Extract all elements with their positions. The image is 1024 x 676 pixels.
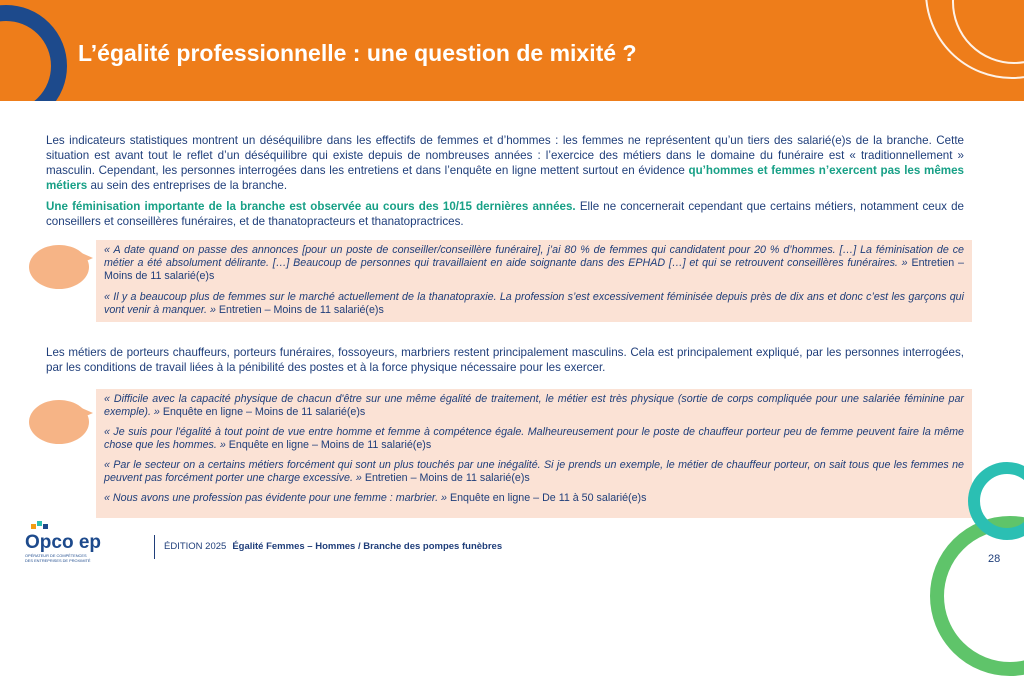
page-title: L’égalité professionnelle : une question de mixité ? bbox=[78, 40, 637, 66]
quote-item: « Nous avons une profession pas évidente pour une femme : marbrier. » Enquête en ligne – De 11 à 50 salarié(e)s bbox=[104, 492, 647, 504]
middle-paragraph: Les métiers de porteurs chauffeurs, porteurs funéraires, fossoyeurs, marbriers restent principalement masculins. Cela est principalement expliqué, par les personnes interrogées, par les conditions de travail liées à la pénibilité des postes et à la force physique nécessaire pour les exercer. bbox=[46, 346, 964, 374]
page-number: 28 bbox=[988, 553, 1001, 565]
quote-item: « Par le secteur on a certains métiers forcément qui sont un plus touchés par une inégalité. Si je prends un exemple, le métier de chauffeur porteur, on sait tous que les femmes ne peuvent pas forcément porter une charge excessive. » Entretien – Moins de 11 salarié(e)s bbox=[104, 459, 964, 484]
intro-paragraph-2: Une féminisation importante de la branche est observée au cours des 10/15 dernières années. Elle ne concernerait cependant que certains métiers, notamment ceux de conseillers et conseillères funéraires, et de thanatopracteurs et thanatopractrices. bbox=[46, 200, 964, 228]
intro-paragraph-1: Les indicateurs statistiques montrent un déséquilibre dans les effectifs de femmes et d’hommes : les femmes ne représentent qu’un tiers des salarié(e)s de la branche. Cette situation est avant tout le reflet d’un déséquilibre qui existe depuis de nombreuses années : l’exercice des métiers dans le domaine du funéraire est « traditionnellement » masculin. Cependant, les personnes interrogées dans les entretiens et dans l’enquête en ligne mettent surtout en évidence qu’hommes et femmes n’exercent pas les mêmes métiers au sein des entreprises de la branche. bbox=[46, 134, 964, 192]
highlight-text: Une féminisation importante de la branche est observée au cours des 10/15 dernières années. bbox=[46, 200, 576, 213]
logo-dot-icon bbox=[37, 521, 42, 526]
quote-item: « A date quand on passe des annonces [pour un poste de conseiller/conseillère funéraire], j’ai 80 % de femmes qui candidatent pour 20 % d’hommes. […] La féminisation de ce métier a été absolument délirante. […] Beaucoup de personnes qui travaillaient en aide soignante dans des EPHAD […] et qui se retrouvent conseillères funéraires. » Entretien – Moins de 11 salarié(e)s bbox=[104, 244, 964, 282]
logo-dot-icon bbox=[43, 524, 48, 529]
logo-wordmark: Opco ep bbox=[25, 532, 102, 553]
speech-bubble-icon bbox=[29, 245, 89, 289]
decorative-circle-green bbox=[930, 516, 1024, 676]
opco-ep-logo bbox=[25, 524, 145, 570]
footer-report-title: Égalité Femmes – Hommes / Branche des pompes funèbres bbox=[232, 541, 503, 552]
quote-box-1 bbox=[96, 240, 972, 322]
quote-item: « Il y a beaucoup plus de femmes sur le marché actuellement de la thanatopraxie. La profession s’est excessivement féminisée depuis près de dix ans et donc c’est les garçons qui vont venir à manquer. » Entretien – Moins de 11 salarié(e)s bbox=[104, 291, 964, 316]
quote-item: « Difficile avec la capacité physique de chacun d'être sur une même égalité de traitement, le métier est très physique (sortie de corps compliquée pour une salariée féminine par exemple). » Enquête en ligne – Moins de 11 salarié(e)s bbox=[104, 393, 964, 418]
quote-item: « Je suis pour l'égalité à tout point de vue entre homme et femme à compétence égale. Malheureusement pour le poste de chauffeur porteur peu de femme peuvent faire la même chose que les hommes. » Enquête en ligne – Moins de 11 salarié(e)s bbox=[104, 426, 964, 451]
quote-box-2 bbox=[96, 389, 972, 518]
footer-edition: ÉDITION 2025 Égalité Femmes – Hommes / Branche des pompes funèbres bbox=[164, 541, 503, 552]
logo-tagline: OPÉRATEUR DE COMPÉTENCES DES ENTREPRISES DE PROXIMITÉ bbox=[25, 553, 91, 563]
logo-dot-icon bbox=[31, 524, 36, 529]
header-band bbox=[0, 0, 1024, 101]
highlight-text: qu’hommes et femmes n’exercent pas les mêmes métiers bbox=[46, 164, 964, 192]
speech-bubble-icon bbox=[29, 400, 89, 444]
decorative-ring bbox=[0, 5, 67, 101]
footer-divider bbox=[154, 535, 155, 559]
